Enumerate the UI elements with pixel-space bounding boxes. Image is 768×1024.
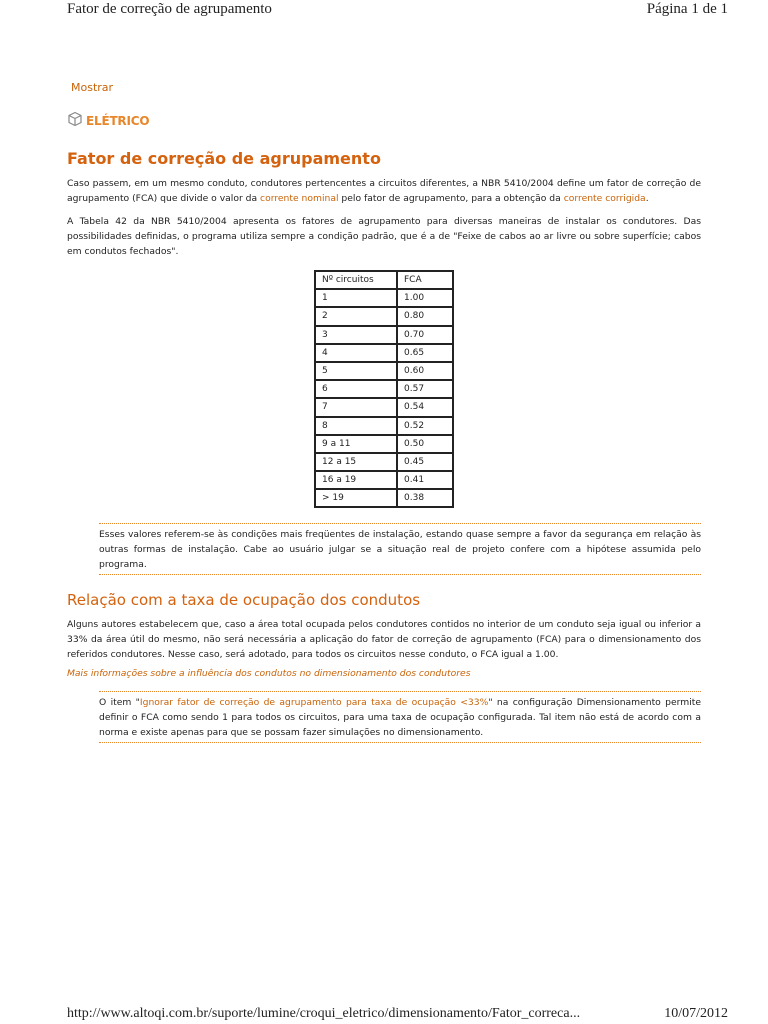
header-cell-circuits: Nº circuitos [315, 271, 397, 289]
section-title-occupancy: Relação com a taxa de ocupação dos condutos [67, 591, 421, 610]
cell-fca: 1.00 [397, 289, 453, 307]
print-footer [0, 1002, 768, 1024]
cell-circuits: 3 [315, 326, 397, 344]
intro-text-b: pelo fator de agrupamento, para a obtenção da [338, 193, 564, 204]
table-row [315, 344, 453, 362]
occupancy-paragraph: Alguns autores estabelecem que, caso a área total ocupada pelos condutores contidos no interior de um conduto seja igual ou inferior a 33% da área útil do mesmo, não será necessária a aplicação do fator de correção de agrupamento (FCA) para o dimensionamento dos referidos condutores. Nesse caso, será adotado, para todos os circuitos nesse conduto, o FCA igual a 1.00. [67, 619, 701, 661]
intro-text-a: Caso passem, em um mesmo conduto, condutores pertencentes a circuitos diferentes, a NBR 5410/2004 define um fator de correção de agrupamento (FCA) que divide o valor da [67, 178, 701, 204]
header-cell-fca: FCA [397, 271, 453, 289]
cube-icon [67, 111, 83, 131]
print-header [0, 0, 768, 22]
cell-fca: 0.54 [397, 398, 453, 416]
cell-fca: 0.38 [397, 489, 453, 507]
table-row [315, 471, 453, 489]
cell-circuits: 1 [315, 289, 397, 307]
cell-circuits: 4 [315, 344, 397, 362]
cell-circuits: 8 [315, 417, 397, 435]
cell-fca: 0.45 [397, 453, 453, 471]
cell-fca: 0.57 [397, 380, 453, 398]
cell-fca: 0.80 [397, 307, 453, 325]
cell-circuits: 2 [315, 307, 397, 325]
table-row [315, 289, 453, 307]
corrente-corrigida-link[interactable]: corrente corrigida [563, 193, 646, 204]
table-row [315, 417, 453, 435]
cell-circuits: > 19 [315, 489, 397, 507]
brand-logo [67, 111, 701, 131]
mostrar-link[interactable]: Mostrar [71, 81, 114, 94]
intro-paragraph [67, 176, 701, 206]
fca-table [314, 270, 454, 508]
intro-text-c: . [645, 193, 649, 204]
footer-date: 10/07/2012 [664, 1006, 728, 1021]
config-note-text [99, 695, 701, 740]
brand-label: ELÉTRICO [86, 114, 150, 128]
cell-circuits: 7 [315, 398, 397, 416]
page-title: Fator de correção de agrupamento [67, 149, 381, 168]
table-header-row [315, 271, 453, 289]
cell-fca: 0.65 [397, 344, 453, 362]
table-intro-paragraph: A Tabela 42 da NBR 5410/2004 apresenta os fatores de agrupamento para diversas maneiras de instalar os condutores. Das possibilidades definidas, o programa utiliza sempre a condição padrão, que é a de "Feixe de cabos ao ar livre ou sobre superfície; cabos em condutos fechados". [67, 216, 701, 257]
cell-fca: 0.70 [397, 326, 453, 344]
cell-fca: 0.52 [397, 417, 453, 435]
cell-fca: 0.60 [397, 362, 453, 380]
cell-fca: 0.50 [397, 435, 453, 453]
table-row [315, 398, 453, 416]
config-note-a: O item " [99, 697, 140, 709]
header-title: Fator de correção de agrupamento [67, 1, 272, 17]
table-row [315, 435, 453, 453]
cell-circuits: 5 [315, 362, 397, 380]
footer-url: http://www.altoqi.com.br/suporte/lumine/croqui_eletrico/dimensionamento/Fator_correca... [67, 1006, 581, 1021]
cell-circuits: 16 a 19 [315, 471, 397, 489]
note-text: Esses valores referem-se às condições mais freqüentes de instalação, estando quase sempre a favor da segurança em relação às outras formas de instalação. Cabe ao usuário julgar se a situação real de projeto confere com a hipótese assumida pelo programa. [99, 529, 701, 571]
table-row [315, 362, 453, 380]
table-row [315, 380, 453, 398]
table-row [315, 307, 453, 325]
cell-fca: 0.41 [397, 471, 453, 489]
note-box [99, 523, 701, 575]
cell-circuits: 12 a 15 [315, 453, 397, 471]
config-note-box [99, 691, 701, 743]
ignore-fca-setting-link[interactable]: Ignorar fator de correção de agrupamento para taxa de ocupação <33% [139, 697, 489, 709]
header-page-number: Página 1 de 1 [646, 1, 728, 17]
corrente-nominal-link[interactable]: corrente nominal [260, 193, 339, 204]
table-row [315, 489, 453, 507]
table-row [315, 326, 453, 344]
config-note-b: " na configuração Dimensionamento permite definir o FCA como sendo 1 para todos os circuitos, para uma taxa de ocupação configurada. Tal item não está de acordo com a norma e existe apenas para que se possam fazer simulações no dimensionamento. [99, 697, 702, 739]
table-row [315, 453, 453, 471]
cell-circuits: 6 [315, 380, 397, 398]
article [67, 76, 701, 743]
more-info-link[interactable]: Mais informações sobre a influência dos condutos no dimensionamento dos condutores [67, 668, 471, 680]
cell-circuits: 9 a 11 [315, 435, 397, 453]
